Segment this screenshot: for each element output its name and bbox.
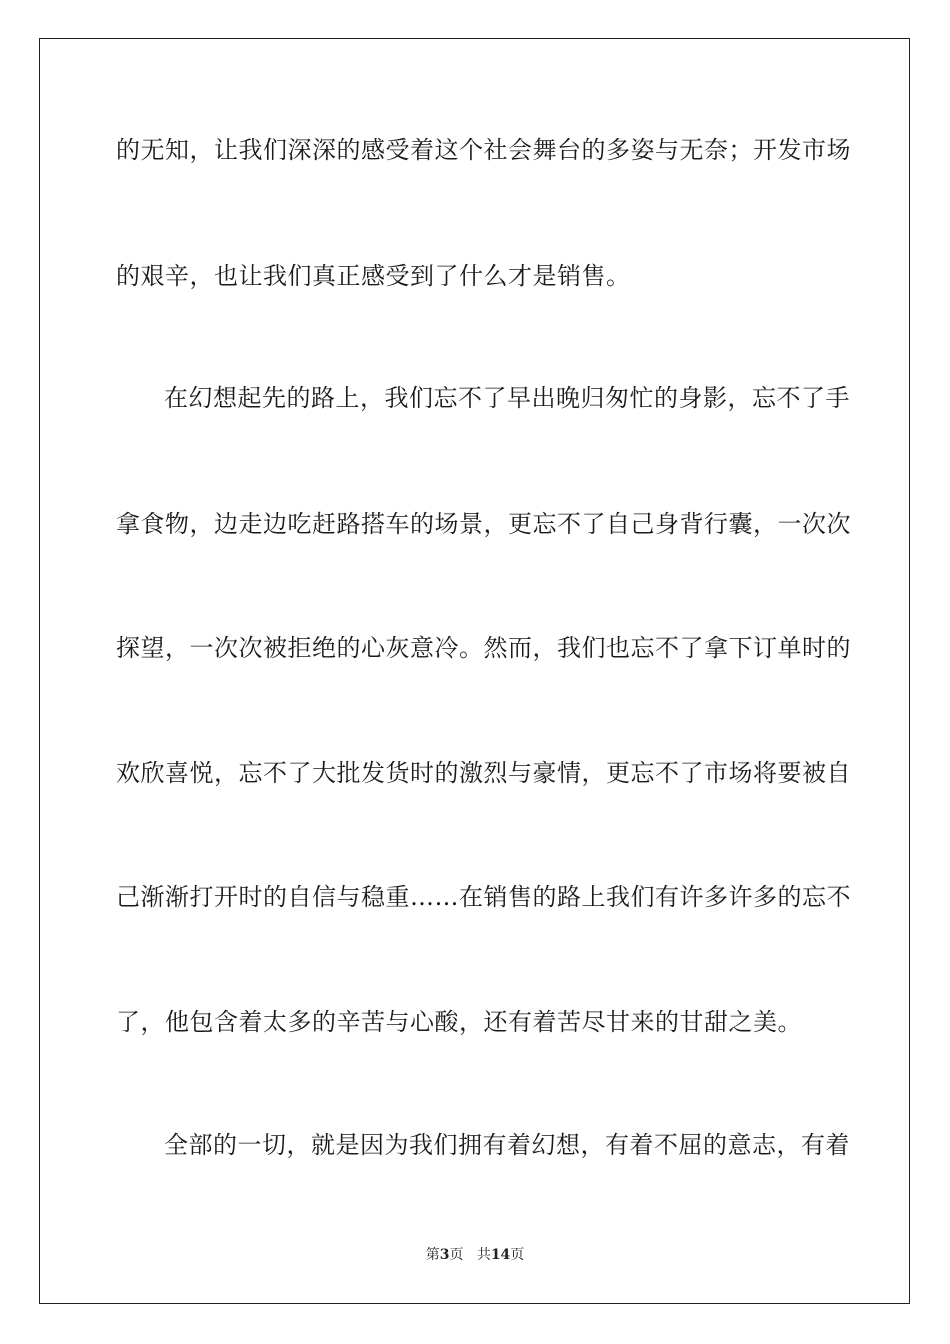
page-suffix: 页 xyxy=(449,1247,464,1263)
total-suffix: 页 xyxy=(510,1247,525,1263)
body-text-line: 的无知，让我们深深的感受着这个社会舞台的多姿与无奈；开发市场 xyxy=(116,136,851,164)
body-text-line: 了，他包含着太多的辛苦与心酸，还有着苦尽甘来的甘甜之美。 xyxy=(116,1008,802,1036)
page-footer xyxy=(0,1246,950,1264)
body-text-line: 探望，一次次被拒绝的心灰意冷。然而，我们也忘不了拿下订单时的 xyxy=(116,634,851,662)
page-prefix: 第 xyxy=(425,1247,440,1263)
body-text-line: 己渐渐打开时的自信与稳重……在销售的路上我们有许多许多的忘不 xyxy=(116,883,851,911)
total-prefix: 共 xyxy=(476,1247,491,1263)
body-text-line: 在幻想起先的路上，我们忘不了早出晚归匆忙的身影，忘不了手 xyxy=(164,384,850,412)
body-text-line: 欢欣喜悦，忘不了大批发货时的激烈与豪情，更忘不了市场将要被自 xyxy=(116,759,851,787)
body-text-line: 拿食物，边走边吃赶路搭车的场景，更忘不了自己身背行囊，一次次 xyxy=(116,510,851,538)
page-border xyxy=(39,38,910,1304)
body-text-line: 全部的一切，就是因为我们拥有着幻想，有着不屈的意志，有着 xyxy=(164,1131,850,1159)
total-pages: 14 xyxy=(490,1247,511,1263)
body-text-line: 的艰辛，也让我们真正感受到了什么才是销售。 xyxy=(116,262,631,290)
page-number: 3 xyxy=(439,1247,450,1263)
